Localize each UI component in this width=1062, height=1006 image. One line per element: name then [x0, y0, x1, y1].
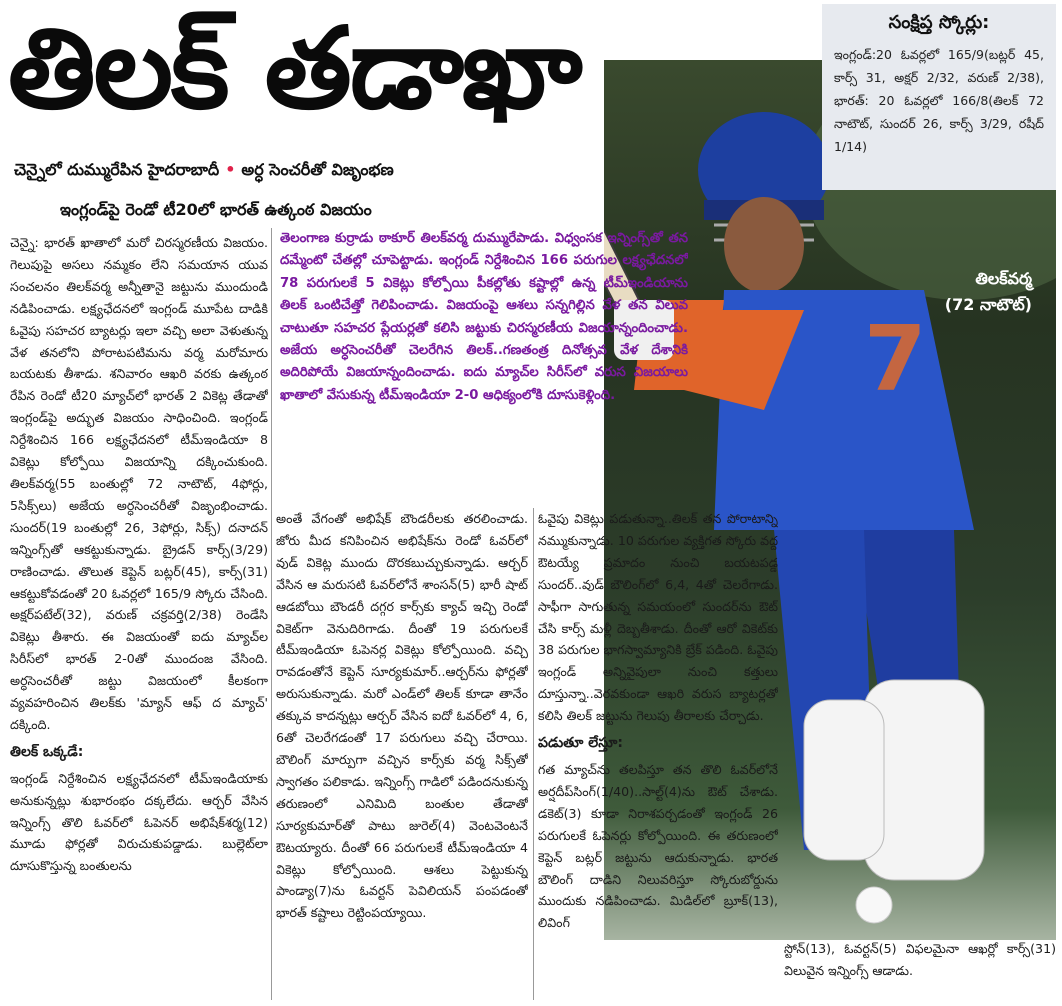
photo-bottom-text: స్టోన్(13), ఓవర్టన్(5) విఫలమైనా ఆఖర్లో కార్స్(31) విలువైన ఇన్నింగ్స్ ఆడాడు.: [784, 941, 1056, 978]
column-1-heading: తిలక్ ఒక్కడే:: [10, 743, 84, 760]
svg-text:7: 7: [864, 307, 927, 412]
column-3-paragraph-1: ఓవైపు వికెట్లు పడుతున్నా..తిలక్ తన పోరాటాన్ని నమ్ముకున్నాడు. 10 పరుగుల వ్యక్తిగత స్కోరు వద్ద ఔటయ్యే ప్రమాదం నుంచి బయటపడ్డ సుందర్..వుడ్ బౌలింగ్‌లో 6,4, 4తో చెలరేగాడు. సాఫీగా సాగుతున్న సమయంలో సుందర్‌ను ఔట్ చేసి కార్స్ మళ్లీ దెబ్బతీశాడు. దీంతో ఆరో వికెట్‌కు 38 పరుగుల భాగస్వామ్యానికి బ్రేక్ పడింది. ఓవైపు ఇంగ్లండ్ అన్నివైపులా నుంచి కత్తులు దూస్తున్నా..వెరవకుండా ఆఖరి వరుస బ్యాటర్లతో కలిసి తిలక్ జట్టును గెలుపు తీరాలకు చేర్చాడు.: [538, 511, 778, 724]
intro-paragraph: తెలంగాణ కుర్రాడు ఠాకూర్ తిలక్‌వర్మ దుమ్మురేపాడు. విధ్వంసక ఇన్నింగ్స్‌తో తన దమ్మేంటో చేతల్లో చూపెట్టాడు. ఇంగ్లండ్ నిర్దేశించిన 166 పరుగుల లక్ష్యఛేదనలో 78 పరుగులకే 5 వికెట్లు కోల్పోయి పీకల్లోతు కష్టాల్లో ఉన్న టీమ్‌ఇండియాను తిలక్ ఒంటిచేత్తో గెలిపించాడు. విజయంపై ఆశలు సన్నగిల్లిన వేళ తన విలువ చాటుతూ సహచర ప్లేయర్లతో కలిసి జట్టుకు చిరస్మరణీయ విజయాన్నందించాడు. అజేయ అర్ధసెంచరీతో చెలరేగిన తిలక్..గణతంత్ర దినోత్సవ వేళ దేశానికి అదిరిపోయే విజయాన్నందించాడు. ఐదు మ్యాచ్‌ల సిరీస్‌లో వరుస విజయాలు ఖాతాలో వేసుకున్న టీమ్‌ఇండియా 2-0 ఆధిక్యంలోకి దూసుకెళ్లింది.: [280, 231, 688, 403]
column-1-paragraph-2: ఇంగ్లండ్ నిర్దేశించిన లక్ష్యఛేదనలో టీమ్‌ఇండియాకు అనుకున్నట్లు శుభారంభం దక్కలేదు. ఆర్చర్ వేసిన ఇన్నింగ్స్ తొలి ఓవర్‌లో ఓపెనర్ అభిషేక్‌శర్మ(12) మూడు ఫోర్లతో విరుచుకుపడ్డాడు. బుల్లెట్‌లా దూసుకొస్తున్న బంతులను: [10, 770, 268, 874]
column-divider: [533, 508, 534, 1000]
subheading-secondary: ఇంగ్లండ్‌పై రెండో టీ20లో భారత్ ఉత్కంఠ విజయం: [60, 200, 372, 219]
column-3-heading: పడుతూ లేస్తూ:: [538, 735, 623, 752]
subheading-dot: •: [225, 160, 236, 179]
score-summary-title: సంక్షిప్త స్కోర్లు:: [888, 12, 990, 33]
column-2: [276, 508, 528, 1002]
score-summary-box: [822, 4, 1056, 190]
column-1: [10, 232, 268, 1002]
photo-caption-name: తిలక్‌వర్మ: [975, 269, 1032, 288]
column-3: [538, 508, 778, 1002]
subheading-left: చెన్నైలో దుమ్మురేపిన హైదరాబాదీ: [14, 160, 220, 179]
column-1-paragraph-1: చెన్నై: భారత్ ఖాతాలో మరో చిరస్మరణీయ విజయం. గెలుపుపై అసలు నమ్మకం లేని సమయాన యువ సంచలనం తిలక్‌వర్మ అన్నీతానై జట్టును ముందుండి నడిపించాడు. లక్ష్యఛేదనలో ఇంగ్లండ్ మూపేట దాడికి ఓవైపు సహచర బ్యాటర్లు ఇలా వచ్చి అలా వెళుతున్న వేళ తనలోని పోరాటపటిమను వర్మ మరోమారు బయటకు తీశాడు. శనివారం ఆఖరి వరకు ఉత్కంఠ రేపిన రెండో టీ20 మ్యాచ్‌లో భారత్ 2 వికెట్ల తేడాతో ఇంగ్లండ్‌పై అద్భుత విజయం సాధించింది. ఇంగ్లండ్ నిర్దేశించిన 166 లక్ష్యఛేదనలో టీమ్‌ఇండియా 8 వికెట్లు కోల్పోయి విజయాన్ని దక్కించుకుంది. తిలక్‌వర్మ(55 బంతుల్లో 72 నాటౌట్, 4ఫోర్లు, 5సిక్స్‌లు) అజేయ అర్ధసెంచరీతో విజృంభించాడు. సుందర్(19 బంతుల్లో 26, 3ఫోర్లు, సిక్స్) దనాదన్ ఇన్నింగ్స్‌తో ఆకట్టుకున్నాడు. బ్రైడన్ కార్స్(3/29) రాణించాడు. తొలుత కెప్టెన్ బట్లర్(45), కార్స్(31) ఆకట్టుకోవడంతో 20 ఓవర్లలో 165/9 స్కోరు చేసింది. అక్షర్‌పటేల్(32), వరుణ్ చక్రవర్తి(2/38) రెండేసి వికెట్లు తీశారు. ఈ విజయంతో ఐదు మ్యాచ్‌ల సిరీస్‌లో భారత్ 2-0తో ముందంజ వేసింది. అర్ధసెంచరీతో జట్టు విజయంలో కీలకంగా వ్యవహరించిన తిలక్‌కు 'మ్యాన్ ఆఫ్ ద మ్యాచ్' దక్కింది.: [10, 235, 268, 732]
column-2-paragraph: అంతే వేగంతో అభిషేక్ బౌండరీలకు తరలించాడు. జోరు మీద కనిపించిన అభిషేక్‌ను రెండో ఓవర్‌లో వుడ్ వికెట్ల ముందు దొరకబుచ్చుకున్నాడు. ఆర్చర్ వేసిన ఆ మరుసటి ఓవర్‌లోనే శాంసన్(5) భారీ షాట్ ఆడబోయి బౌండరీ దగ్గర కార్స్‌కు క్యాచ్ ఇచ్చి రెండో వికెట్‌గా వెనుదిరిగాడు. దీంతో 19 పరుగులకే టీమ్‌ఇండియా ఓపెనర్ల వికెట్లు కోల్పోయింది. వచ్చి రావడంతోనే కెప్టెన్ సూర్యకుమార్..ఆర్చర్‌ను ఫోర్లతో అరుసుకున్నాడు. మరో ఎండ్‌లో తిలక్ కూడా తానేం తక్కువ కాదన్నట్లు ఆర్చర్ వేసిన ఐదో ఓవర్‌లో 4, 6, 6తో చెలరేగడంతో 17 పరుగులు వచ్చి చేరాయి. బౌలింగ్ మార్పుగా వచ్చిన కార్స్‌కు వర్మ సిక్స్‌తో స్వాగతం పలికాడు. ఇన్నింగ్స్ గాడిలో పడిందనుకున్న తరుణంలో ఎనిమిది బంతుల తేడాతో సూర్యకుమార్‌తో పాటు జురెల్(4) వెంటవెంటనే ఔటయ్యారు. దీంతో 66 పరుగులకే టీమ్‌ఇండియా 4 వికెట్లు కోల్పోయింది. ఆశలు పెట్టుకున్న పాండ్యా(7)ను ఓవర్టన్ పెవిలియన్ పంపడంతో భారత్ కష్టాలు రెట్టింపయ్యాయి.: [276, 511, 528, 921]
headline: తిలక్ తడాఖా: [8, 4, 581, 134]
score-summary-text: ఇంగ్లండ్:20 ఓవర్లలో 165/9(బట్లర్ 45, కార్స్ 31, అక్షర్ 2/32, వరుణ్ 2/38), భారత్: 20 ఓవర్లలో 166/8(తిలక్ 72 నాటౌట్, సుందర్ 26, కార్స్ 3/29, రషీద్ 1/14): [834, 47, 1044, 154]
photo-caption-score: (72 నాటౌట్): [944, 295, 1032, 314]
photo-caption: [945, 266, 1032, 318]
subheading-right: అర్ధ సెంచరీతో విజృంభణ: [241, 160, 394, 179]
subheading: [14, 160, 614, 183]
column-3-paragraph-2: గత మ్యాచ్‌ను తలపిస్తూ తన తొలి ఓవర్‌లోనే అర్షదీప్‌సింగ్(1/40)..సాల్ట్(4)ను ఔట్ చేశాడు. డకెట్(3) కూడా నిరాశపర్చడంతో ఇంగ్లండ్ 26 పరుగులకే ఓపెనర్లు కోల్పోయింది. ఈ తరుణంలో కెప్టెన్ బట్లర్ జట్టును ఆదుకున్నాడు. భారత బౌలింగ్ దాడిని నిలువరిస్తూ స్కోరుబోర్డును ముందుకు నడిపించాడు. మిడిల్‌లో బ్రూక్(13), లివింగ్: [538, 761, 778, 931]
column-divider: [271, 228, 272, 1000]
